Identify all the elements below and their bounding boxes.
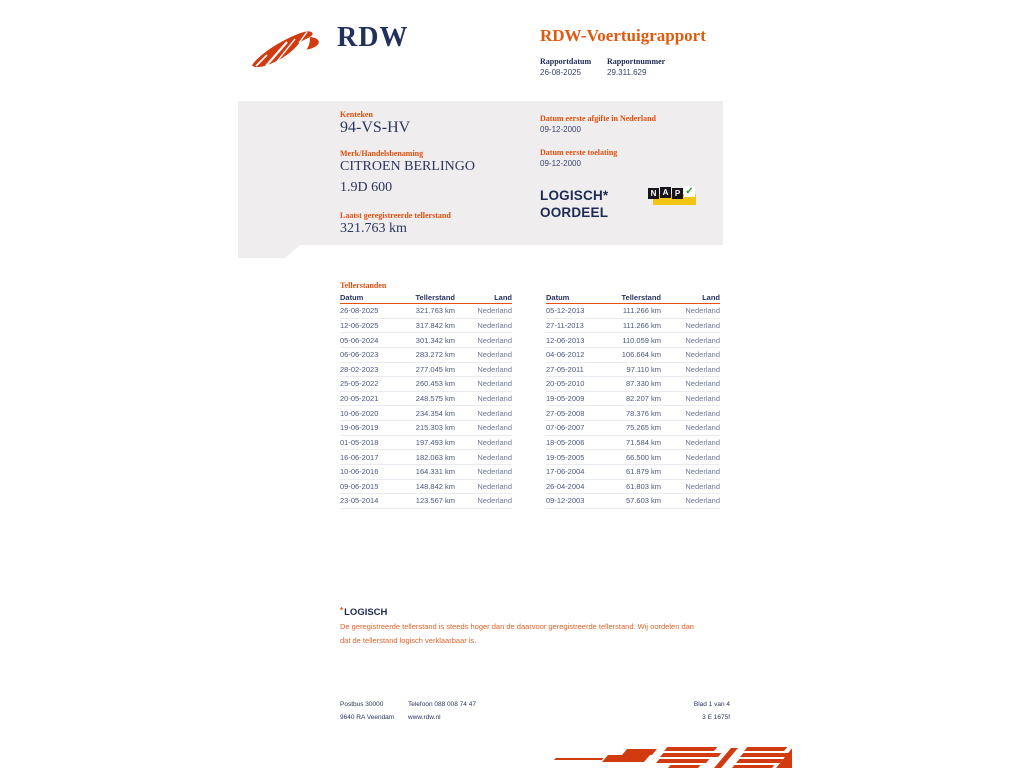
cell-datum: 28-02-2023: [340, 364, 379, 374]
cell-tellerstand: 110.059 km: [622, 335, 661, 345]
rdw-wing-icon: [250, 28, 334, 70]
cell-datum: 19-05-2009: [546, 394, 585, 404]
cell-land: Nederland: [477, 350, 512, 360]
footer-form-code: 3 E 1675f: [702, 714, 730, 721]
afgifte-value: 09-12-2000: [540, 125, 581, 134]
afgifte-label: Datum eerste afgifte in Nederland: [540, 114, 656, 123]
cell-land: Nederland: [685, 467, 720, 477]
footnote-line2: dat de tellerstand logisch verklaarbaar is.: [340, 635, 477, 645]
nap-letter-n: N: [648, 188, 659, 199]
table-row: [340, 377, 512, 392]
logisch-footnote-heading: [340, 606, 387, 618]
kenteken-label: Kenteken: [340, 110, 373, 119]
cell-datum: 12-06-2025: [340, 320, 379, 330]
table-row: [546, 480, 720, 495]
cell-tellerstand: 321.763 km: [415, 306, 455, 316]
table-row: [340, 450, 512, 465]
merk-value-line1: CITROEN BERLINGO: [340, 159, 475, 174]
cell-tellerstand: 260.453 km: [415, 379, 455, 389]
cell-land: Nederland: [477, 467, 512, 477]
cell-datum: 10-06-2016: [340, 467, 379, 477]
cell-datum: 09-06-2015: [340, 481, 379, 491]
cell-datum: 10-06-2020: [340, 408, 379, 418]
oordeel-line1: LOGISCH*: [540, 188, 609, 203]
cell-datum: 07-06-2007: [546, 423, 585, 433]
cell-datum: 18-05-2006: [546, 437, 585, 447]
table-row: [340, 304, 512, 319]
cell-tellerstand: 97.110 km: [626, 364, 661, 374]
header-datum: Datum: [546, 293, 570, 302]
oordeel-line2: OORDEEL: [540, 204, 609, 220]
cell-land: Nederland: [477, 306, 512, 316]
bottom-stripes-decoration: [548, 746, 792, 768]
cell-tellerstand: 248.575 km: [415, 394, 455, 404]
cell-datum: 27-11-2013: [546, 320, 584, 330]
logisch-footnote-text: [340, 620, 740, 647]
footer-phone: Telefoon 088 008 74 47: [408, 701, 476, 708]
cell-datum: 19-05-2005: [546, 452, 585, 462]
table-row: [546, 450, 720, 465]
cell-tellerstand: 215.303 km: [415, 423, 455, 433]
cell-land: Nederland: [477, 320, 512, 330]
table-row: [340, 363, 512, 378]
table-row: [546, 319, 720, 334]
nap-checkmark-icon: ✓: [685, 186, 694, 197]
cell-datum: 20-05-2021: [340, 394, 379, 404]
cell-land: Nederland: [477, 335, 512, 345]
cell-land: Nederland: [685, 335, 720, 345]
cell-tellerstand: 234.354 km: [415, 408, 455, 418]
cell-tellerstand: 71.584 km: [625, 437, 661, 447]
cell-tellerstand: 61.879 km: [625, 467, 661, 477]
cell-tellerstand: 283.272 km: [415, 350, 455, 360]
cell-tellerstand: 111.266 km: [622, 306, 661, 316]
table-row: [546, 304, 720, 319]
table-row: [546, 421, 720, 436]
cell-datum: 05-06-2024: [340, 335, 379, 345]
table-header-row: [340, 292, 512, 304]
table-row: [340, 392, 512, 407]
cell-datum: 12-06-2013: [546, 335, 585, 345]
header-tellerstand: Tellerstand: [415, 293, 455, 302]
cell-tellerstand: 106.664 km: [621, 350, 661, 360]
footer-website: www.rdw.nl: [408, 714, 441, 721]
cell-datum: 01-05-2018: [340, 437, 379, 447]
cell-datum: 16-06-2017: [340, 452, 379, 462]
cell-datum: 17-06-2004: [546, 467, 585, 477]
header-tellerstand: Tellerstand: [621, 293, 661, 302]
table-row: [546, 377, 720, 392]
merk-value-line2: 1.9D 600: [340, 180, 393, 195]
cell-land: Nederland: [685, 394, 720, 404]
toelating-label: Datum eerste toelating: [540, 148, 618, 157]
cell-land: Nederland: [685, 496, 720, 506]
cell-land: Nederland: [477, 364, 512, 374]
meter-table-left: [340, 292, 512, 509]
tellerstand-label: Laatst geregistreerde tellerstand: [340, 211, 451, 220]
table-header-row: [546, 292, 720, 304]
cell-land: Nederland: [685, 437, 720, 447]
table-row: [546, 465, 720, 480]
table-row: [340, 421, 512, 436]
table-row: [546, 392, 720, 407]
cell-land: Nederland: [477, 423, 512, 433]
cell-datum: 06-06-2023: [340, 350, 379, 360]
tellerstanden-heading: Tellerstanden: [340, 281, 387, 290]
cell-tellerstand: 148.842 km: [415, 481, 455, 491]
table-row: [340, 480, 512, 495]
footnote-line1: De geregistreerde tellerstand is steeds hoger dan de daarvoor geregistreerde tellerstand. Wij oordelen dan: [340, 622, 694, 631]
report-date-value: 26-08-2025: [540, 68, 581, 77]
cell-tellerstand: 164.331 km: [415, 467, 455, 477]
cell-datum: 23-05-2014: [340, 496, 379, 506]
toelating-value: 09-12-2000: [540, 159, 581, 168]
cell-datum: 25-05-2022: [340, 379, 379, 389]
cell-datum: 09-12-2003: [546, 496, 585, 506]
tellerstand-value: 321.763 km: [340, 221, 407, 236]
nap-letter-p: P: [672, 188, 683, 199]
cell-land: Nederland: [685, 481, 720, 491]
table-row: [546, 363, 720, 378]
nap-letter-a: A: [660, 187, 671, 198]
report-number-label: Rapportnummer: [607, 57, 666, 66]
cell-tellerstand: 317.842 km: [415, 320, 455, 330]
cell-tellerstand: 87.330 km: [625, 379, 661, 389]
oordeel-badge: [540, 188, 608, 221]
header-land: Land: [702, 293, 720, 302]
cell-tellerstand: 277.045 km: [415, 364, 455, 374]
table-row: [340, 465, 512, 480]
cell-land: Nederland: [477, 379, 512, 389]
table-row: [546, 348, 720, 363]
cell-land: Nederland: [685, 423, 720, 433]
cell-land: Nederland: [685, 306, 720, 316]
footer-city: 9640 RA Veendam: [340, 714, 395, 721]
table-row: [340, 406, 512, 421]
cell-tellerstand: 78.376 km: [625, 408, 661, 418]
table-row: [340, 348, 512, 363]
cell-land: Nederland: [477, 452, 512, 462]
cell-tellerstand: 197.493 km: [415, 437, 455, 447]
footer-page-number: Blad 1 van 4: [693, 701, 730, 708]
cell-tellerstand: 82.207 km: [625, 394, 661, 404]
page-title: RDW-Voertuigrapport: [540, 26, 706, 45]
merk-label: Merk/Handelsbenaming: [340, 149, 424, 158]
cell-land: Nederland: [477, 394, 512, 404]
table-row: [546, 406, 720, 421]
cell-land: Nederland: [477, 408, 512, 418]
cell-tellerstand: 123.567 km: [415, 496, 455, 506]
cell-datum: 26-04-2004: [546, 481, 585, 491]
cell-datum: 26-08-2025: [340, 306, 379, 316]
cell-land: Nederland: [685, 364, 720, 374]
cell-datum: 27-05-2011: [546, 364, 584, 374]
table-row: [546, 436, 720, 451]
cell-land: Nederland: [477, 496, 512, 506]
cell-tellerstand: 111.266 km: [622, 320, 661, 330]
report-number-value: 29.311.629: [607, 68, 647, 77]
table-row: [340, 319, 512, 334]
cell-land: Nederland: [477, 437, 512, 447]
cell-land: Nederland: [685, 320, 720, 330]
cell-tellerstand: 66.500 km: [625, 452, 661, 462]
meter-table-right: [546, 292, 720, 509]
cell-datum: 04-06-2012: [546, 350, 585, 360]
table-row: [546, 333, 720, 348]
footer-postbus: Postbus 30000: [340, 701, 384, 708]
cell-tellerstand: 75.265 km: [625, 423, 661, 433]
table-row: [340, 436, 512, 451]
cell-datum: 05-12-2013: [546, 306, 585, 316]
cell-tellerstand: 57.603 km: [625, 496, 661, 506]
cell-land: Nederland: [685, 350, 720, 360]
report-date-label: Rapportdatum: [540, 57, 592, 66]
rdw-logotype: RDW: [337, 22, 409, 53]
panel-tab-decoration: [238, 245, 300, 258]
table-row: [340, 494, 512, 509]
cell-land: Nederland: [685, 408, 720, 418]
header-datum: Datum: [340, 293, 364, 302]
cell-datum: 20-05-2010: [546, 379, 585, 389]
cell-tellerstand: 182.063 km: [415, 452, 455, 462]
logisch-footnote-title: LOGISCH: [344, 607, 388, 618]
asterisk: *: [340, 606, 344, 615]
cell-land: Nederland: [685, 452, 720, 462]
table-row: [546, 494, 720, 509]
cell-land: Nederland: [477, 481, 512, 491]
cell-tellerstand: 301.342 km: [415, 335, 455, 345]
kenteken-value: 94-VS-HV: [340, 119, 411, 136]
table-row: [340, 333, 512, 348]
cell-tellerstand: 61.803 km: [625, 481, 661, 491]
cell-land: Nederland: [685, 379, 720, 389]
cell-datum: 27-05-2008: [546, 408, 585, 418]
cell-datum: 19-06-2019: [340, 423, 379, 433]
header-land: Land: [494, 293, 512, 302]
nap-logo: [648, 185, 696, 210]
